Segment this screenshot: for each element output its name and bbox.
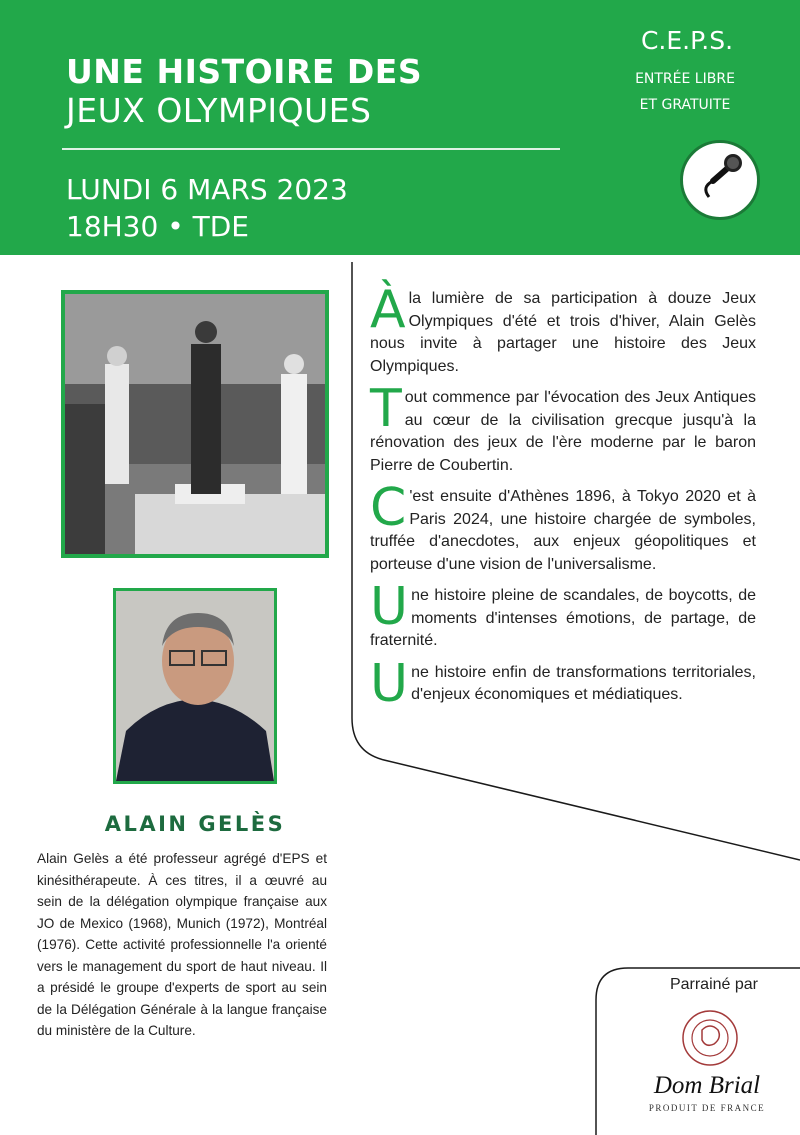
entry-line2: ET GRATUITE [639,97,731,113]
paragraph-text: out commence par l'évocation des Jeux Antiques au cœur de la civilisation grecque jusqu'à la rénovation des jeux de l'ère moderne par le baron Pierre de Coubertin. [370,389,756,474]
olympic-podium-photo [61,290,329,558]
entry-line1: ENTRÉE LIBRE [635,71,735,87]
org-name: C.E.P.S. [640,26,734,55]
description-paragraph [370,478,756,576]
description-paragraph [370,379,756,477]
speaker-name: ALAIN GELÈS [104,812,286,836]
speaker-portrait [113,588,277,784]
description-paragraph [370,280,756,378]
description-paragraph [370,653,756,714]
paragraph-text: ne histoire enfin de transformations territoriales, d'enjeux économiques et médiatiques. [411,663,756,703]
entry-info [600,66,770,118]
drop-cap: T [370,379,402,439]
event-description [370,280,756,716]
paragraph-text: la lumière de sa participation à douze Jeux Olympiques d'été et trois d'hiver, Alain Gelès nous invite à partager une histoire des Jeux Olympiques. [370,290,756,375]
header-banner [0,0,800,255]
speaker-bio: Alain Gelès a été professeur agrégé d'EPS et kinésithérapeute. À ces titres, il a œuvré au sein de la délégation olympique française aux JO de Mexico (1968), Munich (1972), Montréal (1976). Cette activité professionnelle l'a orienté vers le management du sport de haut niveau. Il a présidé le groupe d'experts de sport au sein de la Délégation Générale à la langue française du ministère de la Culture. [37,851,327,1038]
drop-cap: U [370,577,409,637]
microphone-icon [680,140,760,220]
event-time-place: 18H30 • TDE [66,210,249,243]
sponsor-seal-icon [674,1008,746,1068]
sponsor-brand-subtitle: PRODUIT DE FRANCE [648,1103,766,1113]
event-date: LUNDI 6 MARS 2023 [66,173,348,206]
sponsor-label: Parrainé par [669,976,758,993]
title-divider [62,148,560,150]
drop-cap: U [370,653,409,714]
description-paragraph [370,577,756,653]
paragraph-text: 'est ensuite d'Athènes 1896, à Tokyo 2020 et à Paris 2024, une histoire chargée de symboles, truffée d'anecdotes, aux enjeux géopolitiques et porteuse d'une vision de l'universalisme. [370,488,756,573]
event-title-line1: UNE HISTOIRE DES [66,52,423,91]
paragraph-text: ne histoire pleine de scandales, de boycotts, de moments d'intenses émotions, de partage, de fraternité. [370,587,756,649]
drop-cap: C [370,478,407,538]
drop-cap: À [370,280,406,340]
event-title-line2: JEUX OLYMPIQUES [66,91,372,130]
sponsor-brand-logo: Dom Brial [653,1072,761,1099]
